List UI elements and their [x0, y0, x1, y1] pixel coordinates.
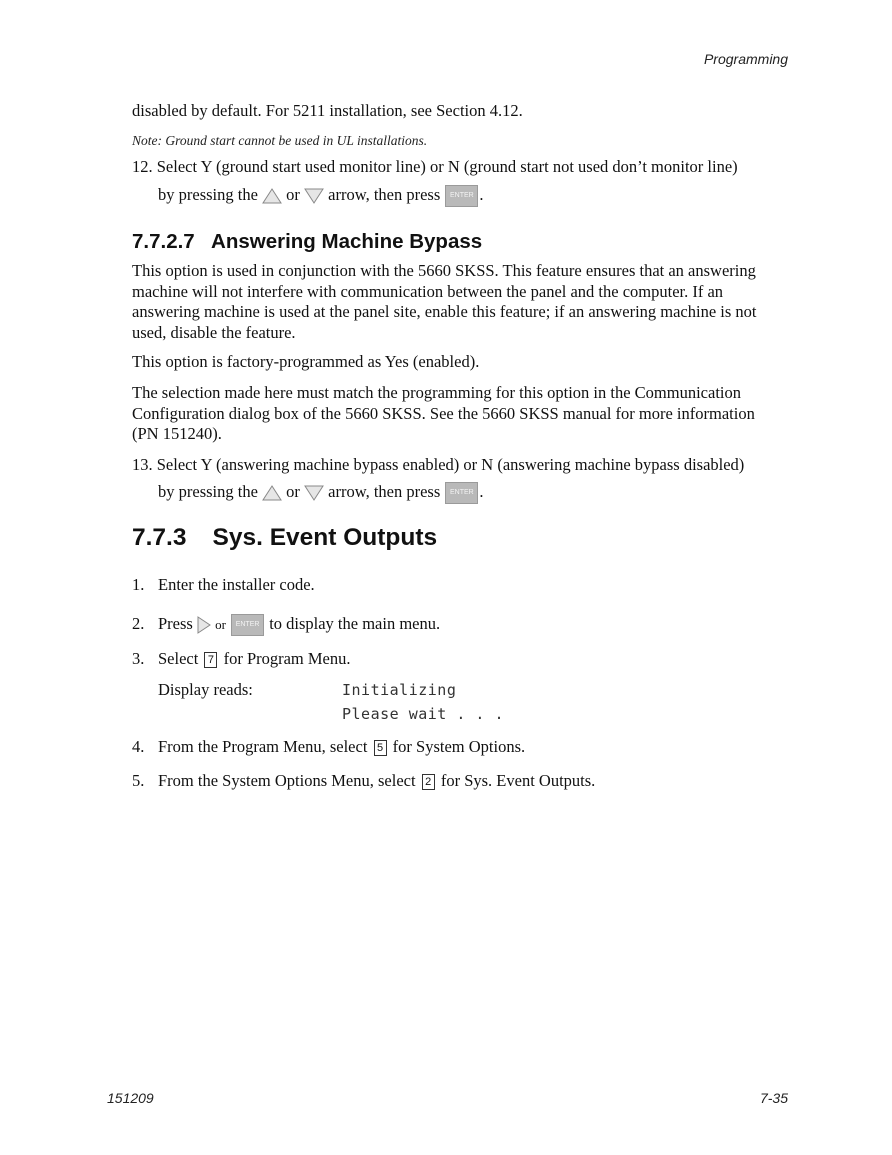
period: . — [479, 482, 484, 501]
paragraph-line: (PN 151240). — [132, 424, 222, 443]
step-3 — [132, 649, 351, 670]
step-text: Select Y (ground start used monitor line) or N (ground start not used don’t monitor line) — [156, 157, 738, 176]
up-arrow-icon — [262, 485, 282, 501]
paragraph-line: answering machine is used at the panel site, enable this feature; if an answering machine is not — [132, 302, 757, 321]
step-number: 4. — [132, 737, 145, 756]
section-heading-7727: 7.7.2.7 Answering Machine Bypass — [132, 230, 483, 253]
step-1 — [132, 575, 315, 596]
step-number: 5. — [132, 771, 145, 790]
step-text: for Sys. Event Outputs. — [440, 771, 596, 790]
down-arrow-icon — [304, 485, 324, 501]
step-number: 3. — [132, 649, 145, 668]
step-number: 12. — [132, 157, 153, 176]
paragraph-line: used, disable the feature. — [132, 322, 296, 342]
intro-text: disabled by default. For 5211 installation, see Section 4.12. — [132, 101, 523, 120]
paragraph-2: This option is factory-programmed as Yes (enabled). — [132, 352, 480, 371]
step-text: Select Y (answering machine bypass enabled) or N (answering machine bypass disabled) — [156, 455, 745, 474]
paragraph-3 — [132, 383, 755, 445]
or-text: or — [286, 482, 300, 501]
step-number: 1. — [132, 575, 145, 594]
enter-key-icon: ENTER — [445, 482, 478, 504]
or-text: or — [286, 185, 300, 204]
step-number: 13. — [132, 455, 153, 474]
running-header: Programming — [703, 51, 788, 67]
or-text: or — [215, 617, 226, 632]
note: Note: Ground start cannot be used in UL installations. — [132, 133, 428, 148]
step-text: by pressing the — [158, 185, 258, 204]
footer-doc-number: 151209 — [107, 1090, 154, 1106]
step-text: Press — [158, 614, 193, 633]
step-text: Select — [158, 649, 199, 668]
display-label: Display reads: — [158, 680, 253, 699]
step-4 — [132, 737, 525, 758]
step-text: From the System Options Menu, select — [158, 771, 416, 790]
paragraph-line: The selection made here must match the programming for this option in the Communication — [132, 383, 741, 402]
paragraph-line: Configuration dialog box of the 5660 SKSS. See the 5660 SKSS manual for more information — [132, 403, 755, 423]
step-text: to display the main menu. — [269, 614, 441, 633]
step-text: arrow, then press — [328, 482, 441, 501]
down-arrow-icon — [304, 188, 324, 204]
up-arrow-icon — [262, 188, 282, 204]
display-line-1: Initializing — [342, 681, 457, 699]
step-text: for Program Menu. — [223, 649, 351, 668]
step-2 — [132, 614, 440, 636]
display-line-2: Please wait . . . — [342, 705, 505, 723]
step-13-line2 — [158, 482, 484, 504]
paragraph-line: machine will not interfere with communication between the panel and the computer. If an — [132, 281, 724, 301]
paragraph-line: This option is used in conjunction with the 5660 SKSS. This feature ensures that an answering — [132, 261, 756, 280]
right-arrow-icon — [197, 616, 211, 634]
step-text: From the Program Menu, select — [158, 737, 368, 756]
key-2-icon: 2 — [422, 774, 435, 790]
section-title: Sys. Event Outputs — [212, 524, 438, 551]
step-text: arrow, then press — [328, 185, 441, 204]
paragraph-1 — [132, 261, 757, 343]
enter-key-icon: ENTER — [445, 185, 478, 207]
step-text: Enter the installer code. — [158, 575, 315, 594]
step-12-line2 — [158, 185, 484, 207]
step-text: by pressing the — [158, 482, 258, 501]
key-5-icon: 5 — [374, 740, 387, 756]
step-text: for System Options. — [392, 737, 526, 756]
step-12 — [132, 157, 738, 178]
step-number: 2. — [132, 614, 145, 633]
step-13 — [132, 455, 744, 476]
section-number: 7.7.3 — [132, 524, 187, 551]
footer-page-number: 7-35 — [759, 1090, 788, 1106]
period: . — [479, 185, 484, 204]
key-7-icon: 7 — [204, 652, 217, 668]
step-5 — [132, 771, 595, 792]
section-heading-773 — [132, 524, 437, 552]
enter-key-icon: ENTER — [231, 614, 264, 636]
